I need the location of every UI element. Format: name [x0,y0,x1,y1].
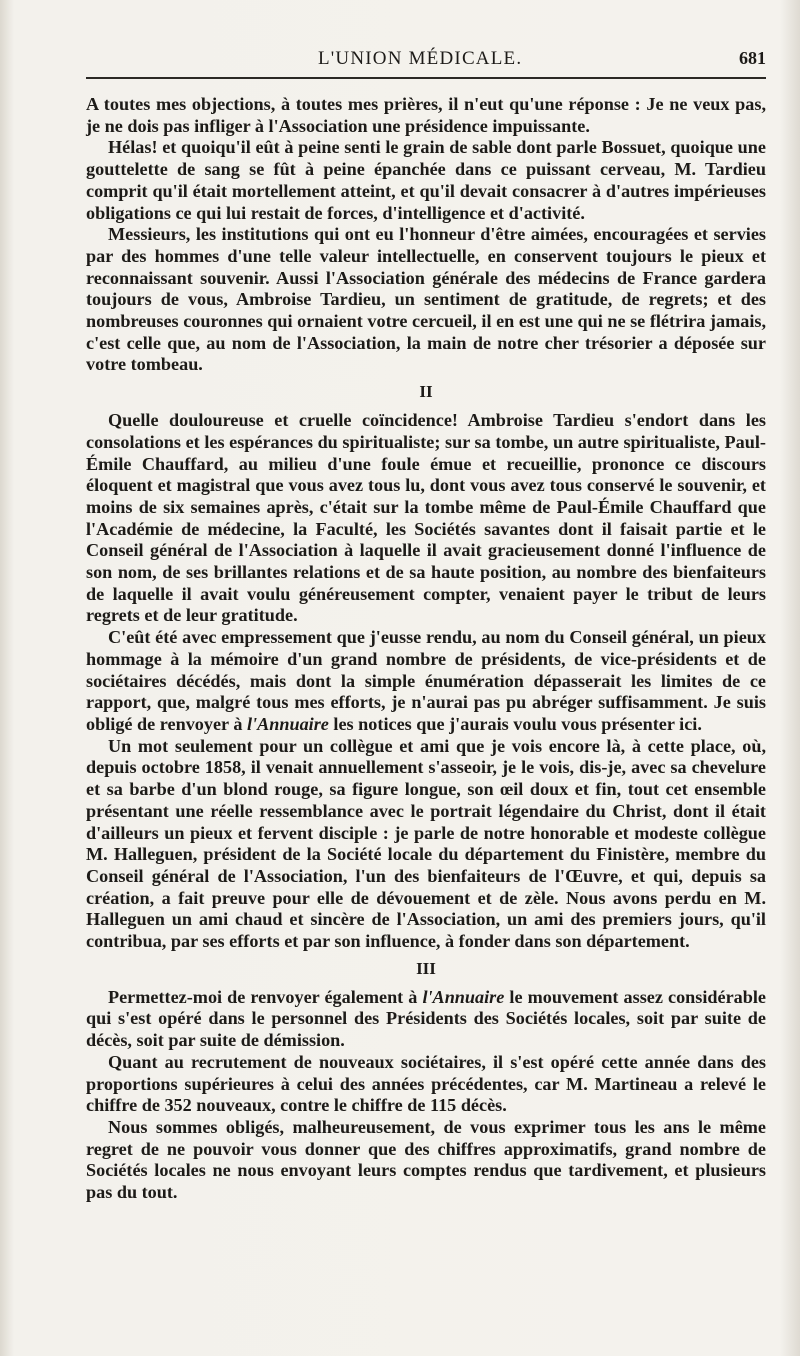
page-body [86,94,766,1204]
paragraph: Hélas! et quoiqu'il eût à peine senti le grain de sable dont parle Bossuet, quoique une gouttelette de sang se fût à peine épanchée dans ce puissant cerveau, M. Tardieu comprit qu'il était mortellement atteint, et qu'il devait consacrer à d'autres impérieuses obligations ce qui lui restait de forces, d'intelligence et d'activité. [86,137,766,223]
section-heading: II [419,382,433,402]
paragraph [86,987,766,1052]
page-header [86,46,766,78]
paragraph [86,627,766,736]
running-title: L'UNION MÉDICALE. [318,48,523,69]
paragraph: Quant au recrutement de nouveaux sociétaires, il s'est opéré cette année dans des proportions supérieures à celui des années précédentes, car M. Martineau a relevé le chiffre de 352 nouveaux, contre le chiffre de 115 décès. [86,1051,766,1116]
page-number: 681 [739,48,766,68]
header-rule [86,77,766,79]
italic-title: l'Annuaire [246,713,329,734]
text-run: les notices que j'aurais voulu vous présenter ici. [328,713,702,734]
text-run: C'eût été avec empressement que j'eusse rendu, au nom du Conseil général, un pieux hommage à la mémoire d'un grand nombre de présidents, de vice-présidents et de sociétaires décédés, mais dont la simple énumération dépasserait les limites de ce rapport, que, malgré tous mes efforts, je n'aurai pas pu abréger suffisamment. Je suis obligé de renvoyer à [86,627,766,734]
paragraph: Messieurs, les institutions qui ont eu l'honneur d'être aimées, encouragées et servies par des hommes d'une telle valeur intellectuelle, en conservent toujours le pieux et reconnaissant souvenir. Aussi l'Association générale des médecins de France gardera toujours de vous, Ambroise Tardieu, un sentiment de gratitude, de regrets; et des nombreuses couronnes qui ornaient votre cercueil, il en est une qui ne se flétrira jamais, c'est celle que, au nom de l'Association, la main de notre cher trésorier a déposée sur votre tombeau. [86,224,766,375]
italic-title: l'Annuaire [422,986,505,1007]
text-run: le mouvement assez considérable qui s'est opéré dans le personnel des Présidents des Sociétés locales, soit par suite de décès, soit par suite de démission. [86,986,766,1051]
paragraph: A toutes mes objections, à toutes mes prières, il n'eut qu'une réponse : Je ne veux pas, je ne dois pas infliger à l'Association une présidence impuissante. [86,94,766,136]
paragraph: Quelle douloureuse et cruelle coïncidence! Ambroise Tardieu s'endort dans les consolations et les espérances du spiritualiste; sur sa tombe, un autre spiritualiste, Paul-Émile Chauffard, au milieu d'une foule émue et recueillie, prononce ce discours éloquent et magistral que vous avez tous lu, dont vous avez tous conservé le souvenir, et moins de six semaines après, c'était sur la tombe même de Paul-Émile Chauffard que l'Académie de médecine, la Faculté, les Sociétés savantes dont il faisait partie et le Conseil général de l'Association à laquelle il avait gracieusement donné l'influence de son nom, de ses brillantes relations et de sa haute position, au nombre des bienfaiteurs de laquelle il avait voulu généreusement compter, venaient payer le tribut de leurs regrets et de leur gratitude. [86,410,766,626]
paragraph: Un mot seulement pour un collègue et ami que je vois encore là, à cette place, où, depuis octobre 1858, il venait annuellement s'asseoir, je le vois, dis-je, avec sa chevelure et sa barbe d'un blond rouge, sa figure longue, son œil doux et fin, tout cet ensemble présentant une réelle ressemblance avec le portrait légendaire du Christ, dont il était d'ailleurs un pieux et fervent disciple : je parle de notre honorable et modeste collègue M. Halleguen, président de la Société locale du département du Finistère, membre du Conseil général de l'Association, l'un des bienfaiteurs de l'Œuvre, et qui, depuis sa création, a fait preuve pour elle de dévouement et de zèle. Nous avons perdu en M. Halleguen un ami chaud et sincère de l'Association, un ami des premiers jours, qu'il contribua, par ses efforts et par son influence, à fonder dans son département. [86,735,766,952]
text-run: Permettez-moi de renvoyer également à [108,986,423,1007]
section-heading: III [416,958,436,978]
paragraph: Nous sommes obligés, malheureusement, de vous exprimer tous les ans le même regret de ne pouvoir vous donner que des chiffres approximatifs, grand nombre de Sociétés locales ne nous envoyant leurs comptes rendus que tardivement, et plusieurs pas du tout. [86,1116,766,1203]
